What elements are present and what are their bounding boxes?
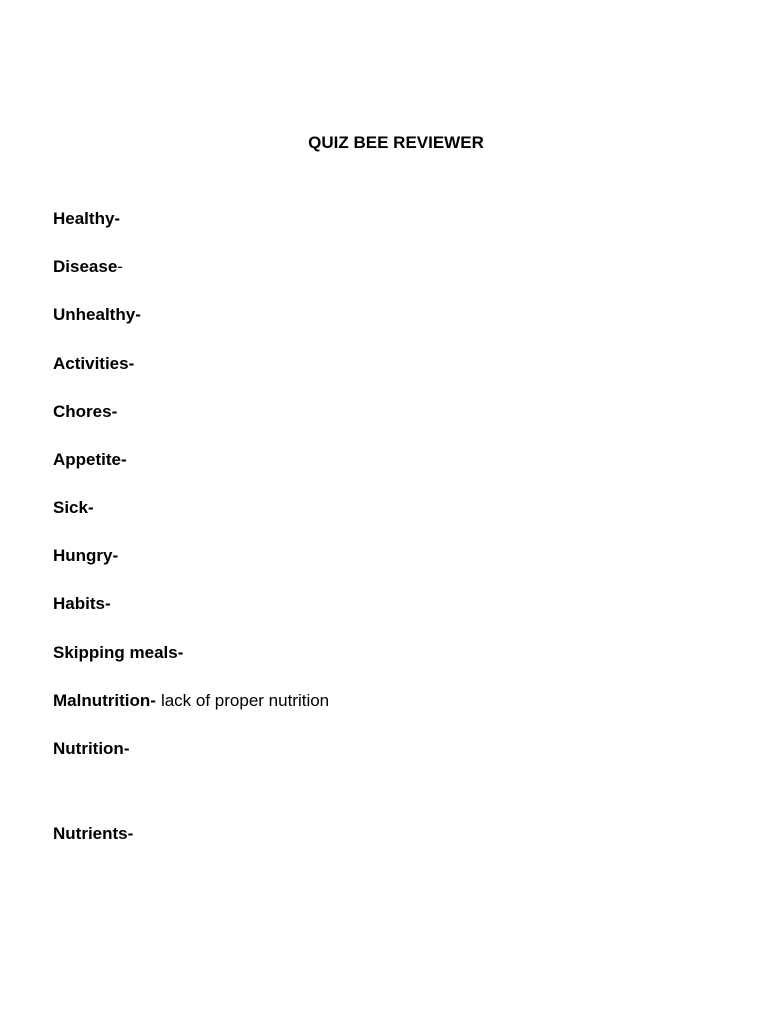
term-disease xyxy=(53,255,123,279)
term-dash: - xyxy=(150,691,156,710)
term-dash: - xyxy=(121,450,127,469)
term-word: Chores xyxy=(53,402,112,421)
term-word: Unhealthy xyxy=(53,305,136,324)
term-nutrition xyxy=(53,737,130,761)
document-title: QUIZ BEE REVIEWER xyxy=(308,133,484,152)
term-nutrients xyxy=(53,822,133,846)
term-word: Sick xyxy=(53,498,88,517)
term-hungry xyxy=(53,544,118,568)
term-word: Nutrition xyxy=(53,739,124,758)
term-unhealthy xyxy=(53,303,141,327)
term-word: Habits xyxy=(53,594,105,613)
term-dash: - xyxy=(87,498,94,517)
term-dash: - xyxy=(127,824,134,843)
term-dash: - xyxy=(177,643,184,662)
term-malnutrition xyxy=(53,689,329,713)
term-chores xyxy=(53,400,117,424)
term-dash: - xyxy=(128,354,135,373)
term-word: Nutrients xyxy=(53,824,128,843)
term-dash: - xyxy=(112,546,119,565)
term-word: Disease xyxy=(53,257,118,276)
term-dash: - xyxy=(111,402,118,421)
term-word: Skipping meals xyxy=(53,643,178,662)
term-skipping-meals xyxy=(53,641,183,665)
term-dash: - xyxy=(123,739,130,758)
term-dash: - xyxy=(117,257,123,276)
term-activities xyxy=(53,352,134,376)
term-dash: - xyxy=(135,305,141,324)
term-word: Malnutrition xyxy=(53,691,151,710)
term-definition: lack of proper nutrition xyxy=(160,691,330,710)
term-appetite xyxy=(53,448,127,472)
term-sick xyxy=(53,496,94,520)
term-word: Activities xyxy=(53,354,129,373)
term-word: Hungry xyxy=(53,546,113,565)
term-dash: - xyxy=(114,209,121,228)
term-dash: - xyxy=(104,594,111,613)
term-word: Appetite xyxy=(53,450,121,469)
term-healthy xyxy=(53,207,120,231)
term-word: Healthy xyxy=(53,209,115,228)
term-habits xyxy=(53,592,111,616)
